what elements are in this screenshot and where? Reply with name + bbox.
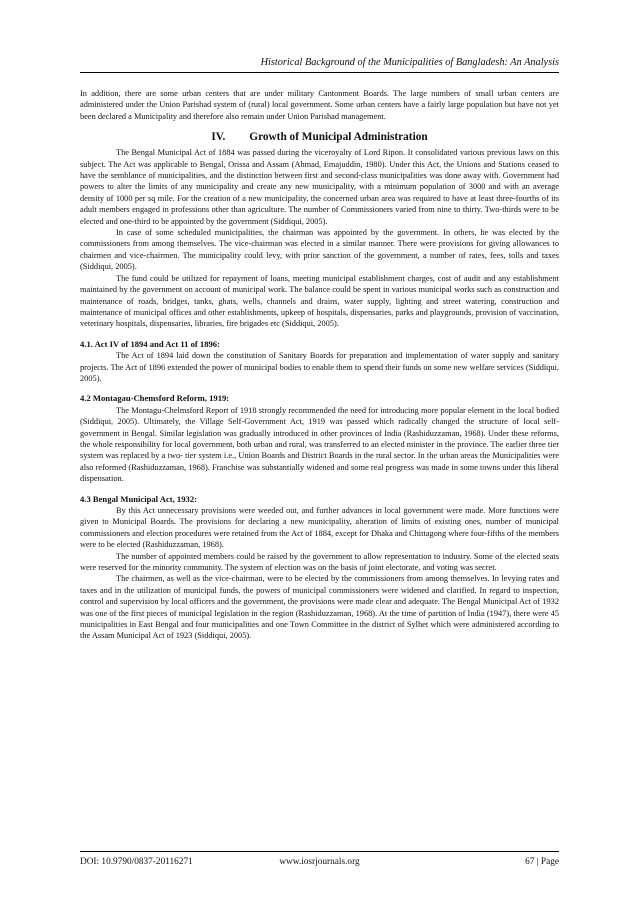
body-paragraph: The Bengal Municipal Act of 1884 was passed during the viceroyalty of Lord Ripon. It consolidated various previous laws on this subject. The Act was applicable to Bengal, Orissa and Assam (Ahmad, Emajuddin, 1980). Under this Act, the Unions and Stations ceased to have the semblance of municipalities, and the distinction between first and second-class municipalities was done away with. Government had powers to alter the limits of any municipality and create any new municipality, with a minimum population of 3000 and with an average density of 1000 per sq mile. For the creation of a new municipality, the concerned urban area was required to have at least three-fourths of its adult members engaged in professions other than agriculture. The number of Commissioners varied from nine to thirty. Two-thirds were to be elected and one-third to be appointed by the government (Siddiqui, 2005).: [80, 148, 559, 226]
page-footer: [80, 856, 559, 870]
page-body: [80, 88, 559, 642]
section-title: Growth of Municipal Administration: [249, 131, 428, 144]
running-header: Historical Background of the Municipalities of Bangladesh: An Analysis: [260, 57, 559, 68]
body-paragraph: By this Act unnecessary provisions were weeded out, and further advances in local government were made. More functions were given to Municipal Boards. The provisions for declaring a new municipality, alteration of limits of existing ones, number of municipal commissioners and election procedures were retained from the Act of 1884, except for Dhaka and Chittagong where four-fifths of the members were to be elected (Rashiduzzaman, 1968).: [80, 506, 559, 550]
body-paragraph: The chairmen, as well as the vice-chairman, were to be elected by the commissioners from among themselves. In levying rates and taxes and in the utilization of municipal funds, the powers of municipal commissioners were widened and clarified. In regard to inspection, control and supervision by local officers and the government, the provisions were made clear and adequate. The Bengal Municipal Act of 1932 was one of the first pieces of municipal legislation in the region (Rashiduzzaman, 1968). At the time of partition of India (1947), there were 45 municipalities in East Bengal and four municipalities and one Town Committee in the district of Sylhet which were administered according to the Assam Municipal Act of 1923 (Siddiqui, 2005).: [80, 574, 559, 641]
subsection-heading-4-2: 4.2 Montagau-Chemsford Reform, 1919:: [80, 393, 230, 404]
body-paragraph: The Montagu-Chelmsford Report of 1918 strongly recommended the need for introducing more popular element in the local bodied (Siddiqui, 2005). Ultimately, the Village Self-Government Act, 1919 was passed which radically changed the structure of local self-government in Bengal. Similar legislation was gradually introduced in other provinces of India (Rashiduzzaman, 1968). Under these reforms, the whole responsibility for local government, both urban and rural, was transferred to an elected minister in the province. The earlier three tier system was replaced by a two- tier system i.e., Union Boards and District Boards in the rural sector. In the urban areas the Municipalities were also reformed (Rashiduzzaman, 1968). Franchise was substantially widened and some real progress was made in some towns under this liberal dispensation.: [80, 405, 559, 484]
section-number: IV.: [211, 131, 226, 144]
footer-rule: [80, 851, 559, 852]
subsection-heading-4-1: 4.1. Act IV of 1894 and Act 11 of 1896:: [80, 338, 220, 349]
subsection-heading-4-3: 4.3 Bengal Municipal Act, 1932:: [80, 493, 197, 504]
intro-paragraph: In addition, there are some urban centers that are under military Cantonment Boards. The large numbers of small urban centers are administered under the Union Parishad system of (rural) local government. Some urban centers have a fairly large population but have not yet been declared a Municipality and therefore also remain under Union Parishad management.: [80, 89, 559, 121]
body-paragraph: The number of appointed members could be raised by the government to allow representation to industry. Some of the elected seats were reserved for the minority community. The system of election was on the basis of joint electorate, and voting was secret.: [80, 551, 559, 573]
footer-doi: DOI: 10.9790/0837-20116271: [80, 857, 193, 867]
body-paragraph: The Act of 1894 laid down the constitution of Sanitary Boards for preparation and implementation of water supply and sanitary projects. The Act of 1896 extended the power of municipal bodies to enable them to spend their funds on some new welfare services (Siddiqui, 2005).: [80, 351, 559, 383]
footer-journal-url: www.iosrjournals.org: [279, 857, 360, 867]
body-paragraph: The fund could be utilized for repayment of loans, meeting municipal establishment charges, cost of audit and any establishment maintained by the government on account of municipal work. The balance could be spent in various municipal works such as construction and maintenance of roads, bridges, tanks, ghats, wells, channels and drains, water supply, lighting and street watering, construction and maintenance of municipal offices and other establishments, upkeep of hospitals, dispensaries, parks and playgrounds, provision of vaccination, veterinary hospitals, dispensaries, libraries, fire brigades etc (Siddiqui, 2005).: [80, 273, 559, 329]
section-heading-iv: [80, 130, 559, 144]
header-rule: [80, 72, 559, 73]
body-paragraph: In case of some scheduled municipalities, the chairman was appointed by the government. In others, he was elected by the commissioners from among themselves. The vice-chairman was elected in a similar manner. There were provisions for giving allowances to chairmen and vice-chairmen. The municipality could levy, with prior sanction of the government, a number of rates, fees, tolls and taxes (Siddiqui, 2005).: [80, 228, 559, 272]
footer-page-number: 67 | Page: [525, 857, 559, 867]
